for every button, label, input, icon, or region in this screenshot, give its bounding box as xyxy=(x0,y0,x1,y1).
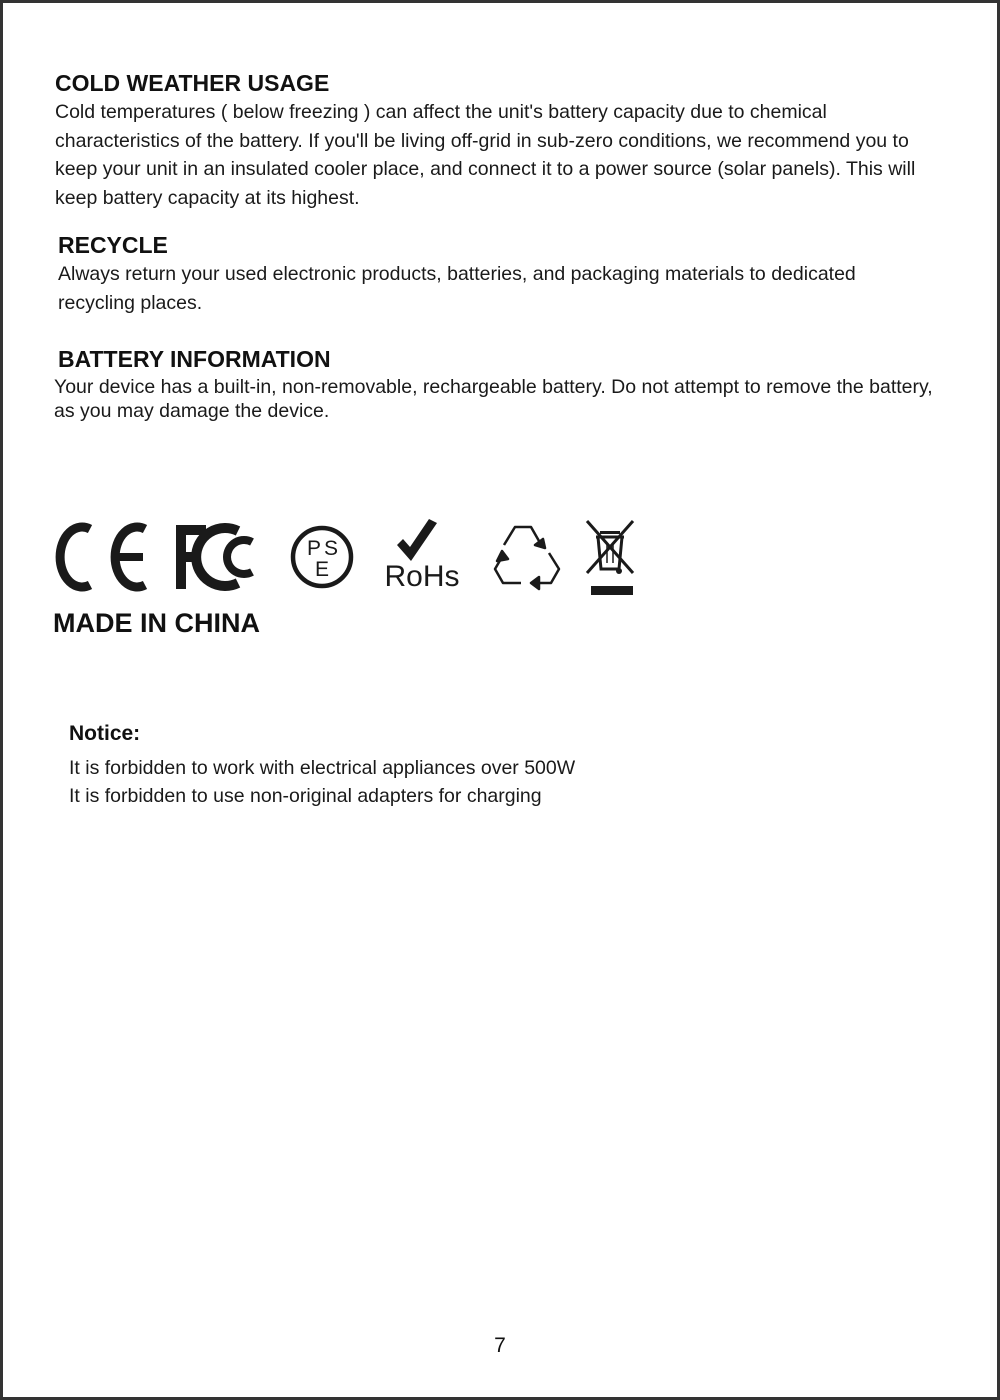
weee-bin-icon xyxy=(587,521,633,595)
notice-title: Notice: xyxy=(69,722,141,745)
notice-line: It is forbidden to use non-original adapters for charging xyxy=(69,785,542,807)
made-in-label: MADE IN CHINA xyxy=(53,608,260,638)
rohs-mark-icon xyxy=(384,519,459,593)
recycle-heading: RECYCLE xyxy=(58,232,168,258)
recycle-text: Always return your used electronic products, batteries, and packaging materials to dedicated recycling places. xyxy=(58,263,856,314)
rohs-label: RoHs xyxy=(384,560,460,593)
battery-info-text: Your device has a built-in, non-removable, rechargeable battery. Do not attempt to remove the battery, as you may damage the device. xyxy=(54,376,933,422)
fcc-logo-icon xyxy=(176,525,252,589)
certification-logos xyxy=(55,515,655,607)
page-number: 7 xyxy=(494,1334,506,1357)
battery-info-heading: BATTERY INFORMATION xyxy=(58,346,331,372)
recycle-icon xyxy=(495,527,559,589)
ce-mark-icon xyxy=(60,527,145,587)
pse-letter-p: P xyxy=(306,537,322,560)
pse-letter-s: S xyxy=(323,537,339,560)
pse-letter-e: E xyxy=(314,558,330,581)
cold-weather-heading: COLD WEATHER USAGE xyxy=(55,70,330,96)
pse-mark-icon xyxy=(293,528,351,586)
cold-weather-text: Cold temperatures ( below freezing ) can affect the unit's battery capacity due to chemical characteristics of the battery. If you'll be living off-grid in sub-zero conditions, we recommend you to keep your unit in an insulated cooler place, and connect it to a power source (solar panels). This will keep battery capacity at its highest. xyxy=(55,101,916,209)
notice-line: It is forbidden to work with electrical appliances over 500W xyxy=(69,757,576,779)
